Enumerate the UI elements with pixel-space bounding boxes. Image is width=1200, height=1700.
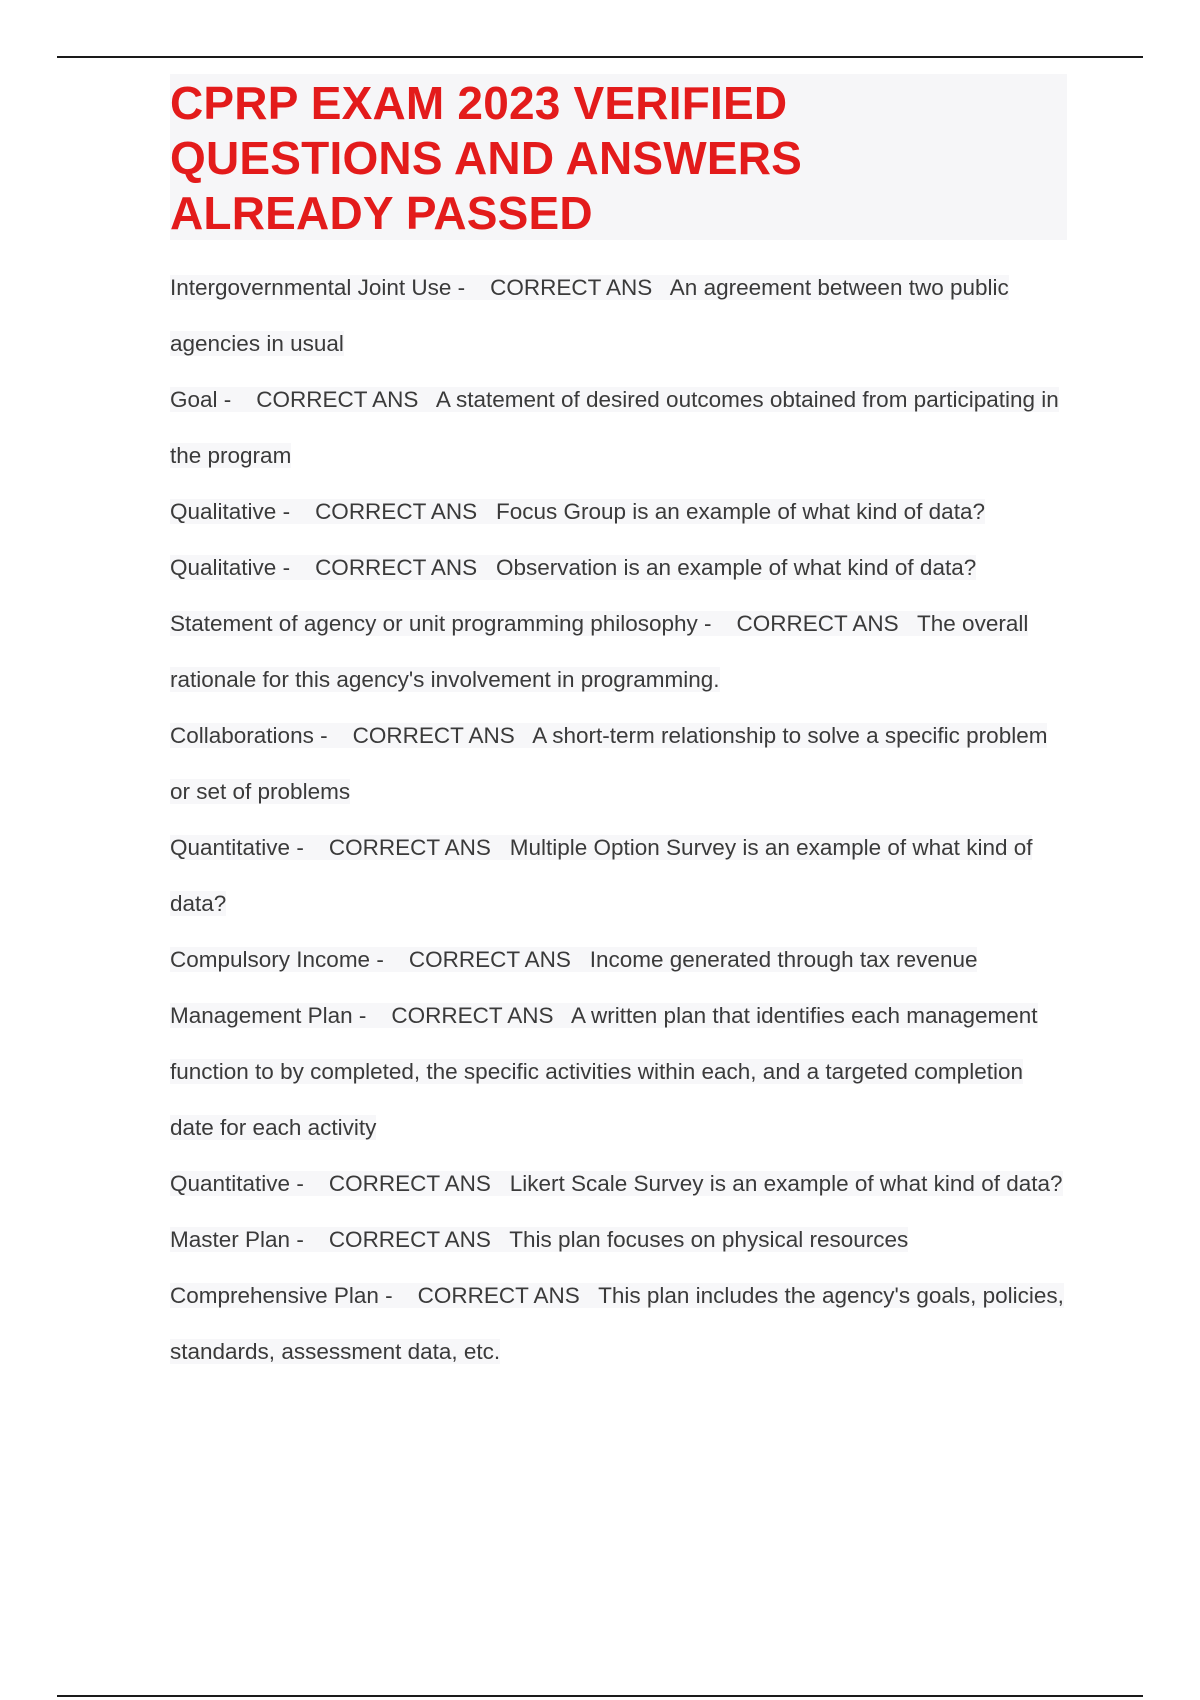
answer-marker: CORRECT ANS [328, 1227, 491, 1252]
qa-answer: Observation is an example of what kind of data? [495, 555, 977, 580]
qa-item [170, 260, 1070, 372]
qa-term: Collaborations [170, 723, 314, 748]
qa-entry: Statement of agency or unit programming philosophy - CORRECT ANS The overall rationale for this agency's involvement in programming. [170, 611, 1029, 692]
qa-answer: Multiple Option Survey is an example of what kind of data? [170, 835, 1033, 916]
qa-answer: A written plan that identifies each management function to by completed, the specific activities within each, and a targeted completion date for each activity [170, 1003, 1038, 1140]
qa-entry: Qualitative - CORRECT ANS Focus Group is an example of what kind of data? [170, 499, 985, 524]
qa-entry: Quantitative - CORRECT ANS Likert Scale Survey is an example of what kind of data? [170, 1171, 1063, 1196]
qa-entry: Comprehensive Plan - CORRECT ANS This plan includes the agency's goals, policies, standards, assessment data, etc. [170, 1283, 1064, 1364]
answer-marker: CORRECT ANS [352, 723, 515, 748]
qa-answer: A short-term relationship to solve a specific problem or set of problems [170, 723, 1048, 804]
qa-list [170, 260, 1070, 1380]
qa-answer: The overall rationale for this agency's involvement in programming. [170, 611, 1029, 692]
qa-term: Statement of agency or unit programming philosophy [170, 611, 698, 636]
qa-term: Qualitative [170, 499, 277, 524]
qa-item [170, 820, 1070, 932]
answer-marker: CORRECT ANS [490, 275, 653, 300]
answer-marker: CORRECT ANS [736, 611, 899, 636]
document-body [170, 74, 1070, 1380]
qa-term: Quantitative [170, 835, 291, 860]
qa-entry: Quantitative - CORRECT ANS Multiple Option Survey is an example of what kind of data? [170, 835, 1033, 916]
qa-item [170, 484, 1070, 540]
qa-item [170, 540, 1070, 596]
qa-term: Quantitative [170, 1171, 291, 1196]
answer-marker: CORRECT ANS [315, 555, 478, 580]
qa-answer: This plan focuses on physical resources [509, 1227, 909, 1252]
qa-term: Management Plan [170, 1003, 353, 1028]
answer-marker: CORRECT ANS [408, 947, 571, 972]
title-block [170, 74, 1067, 240]
qa-term: Comprehensive Plan [170, 1283, 379, 1308]
qa-answer: Focus Group is an example of what kind of data? [495, 499, 985, 524]
qa-item [170, 1212, 1070, 1268]
qa-term: Qualitative [170, 555, 277, 580]
answer-marker: CORRECT ANS [417, 1283, 580, 1308]
qa-entry: Collaborations - CORRECT ANS A short-term relationship to solve a specific problem or set of problems [170, 723, 1048, 804]
qa-entry: Master Plan - CORRECT ANS This plan focuses on physical resources [170, 1227, 909, 1252]
qa-entry: Management Plan - CORRECT ANS A written plan that identifies each management function to by completed, the specific activities within each, and a targeted completion date for each activity [170, 1003, 1038, 1140]
qa-entry: Intergovernmental Joint Use - CORRECT ANS An agreement between two public agencies in usual [170, 275, 1009, 356]
top-rule [57, 56, 1143, 58]
answer-marker: CORRECT ANS [328, 835, 491, 860]
qa-answer: An agreement between two public agencies in usual [170, 275, 1009, 356]
answer-marker: CORRECT ANS [256, 387, 419, 412]
qa-item [170, 708, 1070, 820]
qa-term: Compulsory Income [170, 947, 371, 972]
qa-answer: A statement of desired outcomes obtained from participating in the program [170, 387, 1059, 468]
qa-item [170, 1268, 1070, 1380]
bottom-rule [57, 1695, 1143, 1697]
answer-marker: CORRECT ANS [391, 1003, 554, 1028]
qa-term: Goal [170, 387, 218, 412]
qa-entry: Compulsory Income - CORRECT ANS Income generated through tax revenue [170, 947, 978, 972]
qa-item [170, 1156, 1070, 1212]
qa-item [170, 596, 1070, 708]
qa-item [170, 932, 1070, 988]
qa-entry: Goal - CORRECT ANS A statement of desired outcomes obtained from participating in the program [170, 387, 1059, 468]
document-title: CPRP EXAM 2023 VERIFIED QUESTIONS AND ANSWERS ALREADY PASSED [170, 77, 803, 239]
qa-entry: Qualitative - CORRECT ANS Observation is an example of what kind of data? [170, 555, 977, 580]
answer-marker: CORRECT ANS [315, 499, 478, 524]
qa-answer: Likert Scale Survey is an example of what kind of data? [509, 1171, 1063, 1196]
qa-term: Master Plan [170, 1227, 291, 1252]
answer-marker: CORRECT ANS [328, 1171, 491, 1196]
qa-term: Intergovernmental Joint Use [170, 275, 452, 300]
qa-answer: This plan includes the agency's goals, policies, standards, assessment data, etc. [170, 1283, 1064, 1364]
qa-answer: Income generated through tax revenue [589, 947, 978, 972]
qa-item [170, 372, 1070, 484]
qa-item [170, 988, 1070, 1156]
